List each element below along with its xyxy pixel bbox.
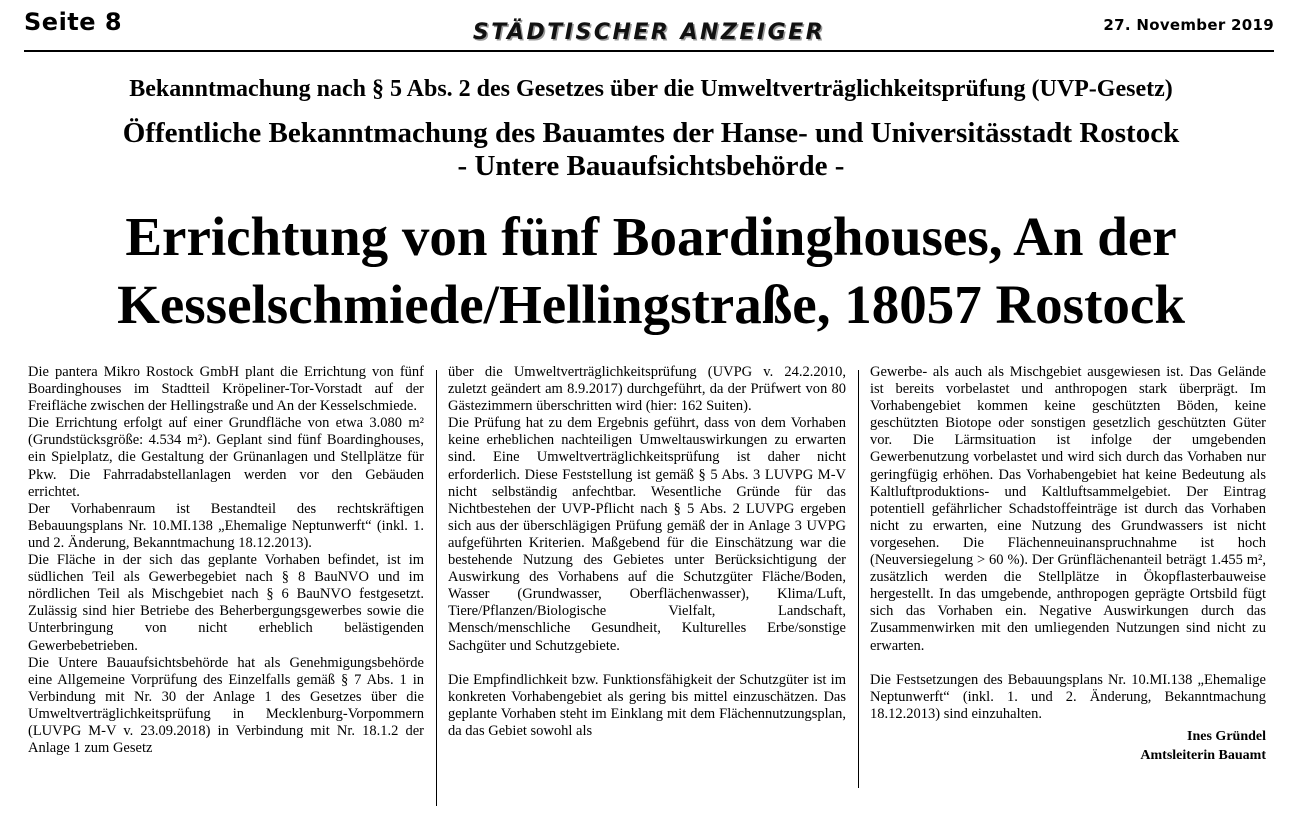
paragraph: Die Fläche in der sich das geplante Vorhaben befindet, ist im südlichen Teil als Gewerbegebiet nach § 8 BauNVO und im nördlichen Teil als Mischgebiet nach § 6 BauNVO festgesetzt. Zulässig sind hier Betriebe des Beherbergungsgewerbes sowie die Unterbringung von nicht erheblich belästigenden Gewerbebetrieben. xyxy=(28,552,424,654)
column-divider xyxy=(858,370,859,788)
paragraph: Gewerbe- als auch als Mischgebiet ausgewiesen ist. Das Gelände ist bereits vorbelastet und anthropogen stark überprägt. Im Vorhabengebiet kommen keine geschützten Böden, keine geschützten Biotope oder sonstigen gesetzlich geschützten Güter vor. Die Lärmsituation ist infolge der umgebenden Gewerbenutzung vorbelastet und wird sich durch das Vorhaben nur geringfügig erhöhen. Das Vorhabengebiet hat keine Bedeutung als Kaltluftproduktions- und Kaltluftsammelgebiet. Der Eintrag potentiell gefährlicher Schadstoffeinträge ist durch das Vorhaben nicht zu erwarten, eine Nutzung des Grundwassers ist nicht vorgesehen. Die Flächenneuinanspruchnahme ist hoch (Neuversiegelung > 60 %). Der Grünflächenanteil beträgt 1.455 m², zusätzlich werden die Stellplätze in Ökopflasterbauweise hergestellt. In das umgebende, anthropogen geprägte Ortsbild fügt sich das Vorhaben ein. Negative Auswirkungen durch das Zusammenwirken mit den umliegenden Nutzungen sind nicht zu erwarten. xyxy=(870,364,1266,654)
article-body xyxy=(28,364,1266,804)
paragraph: über die Umweltverträglichkeitsprüfung (UVPG v. 24.2.2010, zuletzt geändert am 8.9.2017) durchgeführt, da der Prüfwert von 80 Gästezimmern überschritten wird (hier: 162 Suiten). xyxy=(448,364,846,415)
signature-block xyxy=(870,727,1266,765)
paragraph: Die Empfindlichkeit bzw. Funktionsfähigkeit der Schutzgüter ist im konkreten Vorhabengebiet als gering bis mittel einzuschätzen. Das geplante Vorhaben steht im Einklang mit dem Flächennutzungsplan, da das Gebiet sowohl als xyxy=(448,671,846,739)
paragraph: Die Prüfung hat zu dem Ergebnis geführt, dass von dem Vorhaben keine erheblichen nachteiligen Umweltauswirkungen zu erwarten sind. Eine Umweltverträglichkeitsprüfung ist daher nicht erforderlich. Diese Feststellung ist gemäß § 5 Abs. 3 LUVPG M-V nicht selbständig anfechtbar. Wesentliche Gründe für das Nichtbestehen der UVP-Pflicht nach § 5 Abs. 2 LUVPG ergeben sich aus der überschlägigen Prüfung gemäß der in Anlage 3 UVPG aufgeführten Kriterien. Maßgebend für die Einschätzung war die bestehende Nutzung des Gebietes unter Berücksichtigung der Auswirkung des Vorhabens auf die Schutzgüter Fläche/Boden, Wasser (Grundwasser, Oberflächenwasser), Klima/Luft, Tiere/Pflanzen/Biologische Vielfalt, Landschaft, Mensch/menschliche Gesundheit, Kulturelles Erbe/sonstige Sachgüter und Schutzgebiete. xyxy=(448,415,846,654)
paragraph: Die Untere Bauaufsichtsbehörde hat als Genehmigungsbehörde eine Allgemeine Vorprüfung des Einzelfalls gemäß § 7 Abs. 1 in Verbindung mit Nr. 30 der Anlage 1 des Gesetzes über die Umweltverträglichkeitsprüfung in Mecklenburg-Vorpommern (LUVPG M-V v. 23.09.2018) in Verbindung mit Nr. 18.1.2 der Anlage 1 zum Gesetz xyxy=(28,654,424,757)
paragraph: Die Errichtung erfolgt auf einer Grundfläche von etwa 3.080 m² (Grundstücksgröße: 4.534 m²). Geplant sind fünf Boardinghouses, ein Spielplatz, die Gestaltung der Grünanlagen und Stellplätze für Pkw. Die Fahrradabstellanlagen werden vor den Gebäuden errichtet. xyxy=(28,415,424,500)
column-2 xyxy=(448,364,846,740)
paragraph: Die pantera Mikro Rostock GmbH plant die Errichtung von fünf Boardinghouses im Stadtteil Kröpeliner-Tor-Vorstadt auf der Freifläche zwischen der Hellingstraße und An der Kesselschmiede. xyxy=(28,364,424,415)
page-number: Seite 8 xyxy=(24,8,123,36)
signatory-title: Amtsleiterin Bauamt xyxy=(1140,747,1266,763)
signatory-name: Ines Gründel xyxy=(1187,728,1266,744)
column-3 xyxy=(870,364,1266,765)
headline-line-1: Errichtung von fünf Boardinghouses, An der xyxy=(125,206,1177,267)
column-1 xyxy=(28,364,424,757)
paragraph: Die Festsetzungen des Bebauungsplans Nr. 10.MI.138 „Ehemalige Neptunwerft“ (inkl. 1. und 2. Änderung, Bekanntmachung 18.12.2013) sind einzuhalten. xyxy=(870,671,1266,722)
newspaper-name: STÄDTISCHER ANZEIGER xyxy=(472,20,826,45)
article-headline xyxy=(0,203,1302,339)
headline-line-2: Kesselschmiede/Hellingstraße, 18057 Rostock xyxy=(117,274,1185,335)
column-divider xyxy=(436,370,437,806)
masthead xyxy=(24,0,1274,52)
authority-line-1: Öffentliche Bekanntmachung des Bauamtes der Hanse- und Universitässtadt Rostock xyxy=(122,117,1180,149)
authority-line-2: - Untere Bauaufsichtsbehörde - xyxy=(457,150,845,182)
paragraph: Der Vorhabenraum ist Bestandteil des rechtskräftigen Bebauungsplans Nr. 10.MI.138 „Ehemalige Neptunwerft“ (inkl. 1. und 2. Änderung, Bekanntmachung 18.12.2013). xyxy=(28,500,424,551)
issue-date: 27. November 2019 xyxy=(1103,16,1274,34)
legal-basis-line: Bekanntmachung nach § 5 Abs. 2 des Gesetzes über die Umweltverträglichkeitsprüfung (UVP-Gesetz) xyxy=(129,76,1173,102)
authority-heading xyxy=(0,117,1302,183)
